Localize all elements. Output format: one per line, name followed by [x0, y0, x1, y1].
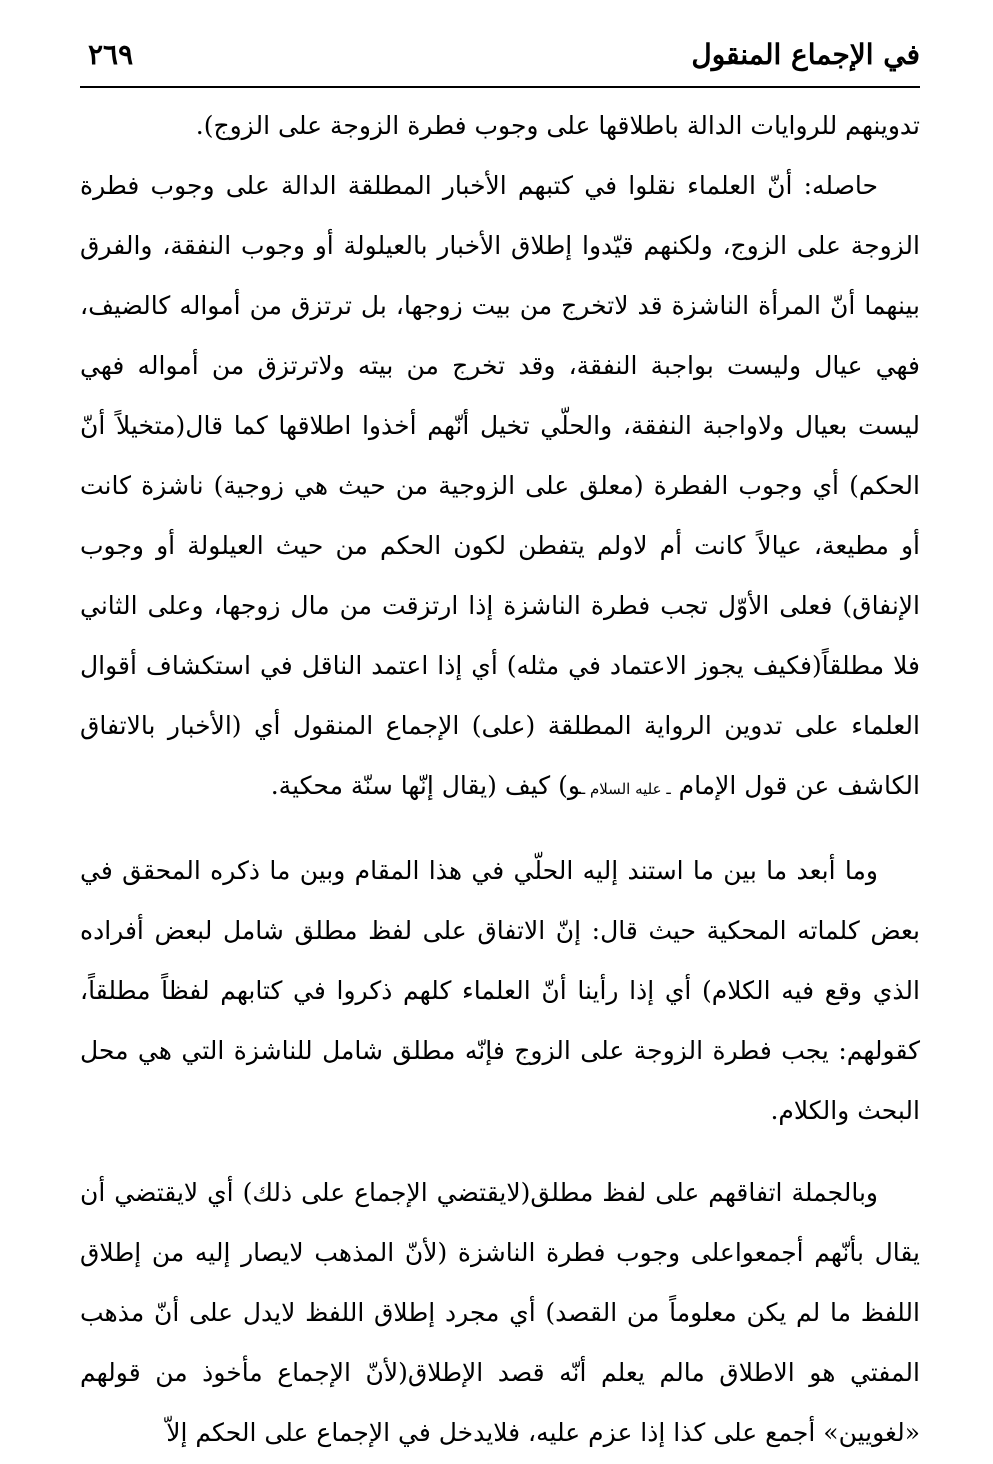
- paragraph-muhaqqiq: وما أبعد ما بين ما استند إليه الحلّي في هذا المقام وبين ما ذكره المحقق في بعض كلماته المحكية حيث قال: إنّ الاتفاق على لفظ مطلق شامل لبعض أفراده الذي وقع فيه الكلام) أي إذا رأينا أنّ العلماء كلهم ذكروا في كتابهم لفظاً مطلقاً، كقولهم: يجب فطرة الزوجة على الزوج فإنّه مطلق شامل للناشزة التي هي محل البحث والكلام.: [80, 856, 920, 1125]
- body-text: [80, 96, 920, 1463]
- paragraph-explanation-end: و) كيف (يقال إنّها سنّة محكية.: [270, 771, 581, 800]
- paragraph-summary: وبالجملة اتفاقهم على لفظ مطلق(لايقتضي الإجماع على ذلك) أي لايقتضي أن يقال بأنّهم أجمعواعلى وجوب فطرة الناشزة (لأنّ المذهب لايصار إليه من إطلاق اللفظ ما لم يكن معلوماً من القصد) أي مجرد إطلاق اللفظ لايدل على أنّ مذهب المفتي هو الاطلاق مالم يعلم أنّه قصد الإطلاق(لأنّ الإجماع مأخوذ من قولهم «لغويين» أجمع على كذا إذا عزم عليه، فلايدخل في الإجماع على الحكم إلاّ: [80, 1178, 920, 1447]
- paragraph-explanation-text: حاصله: أنّ العلماء نقلوا في كتبهم الأخبار المطلقة الدالة على وجوب فطرة الزوجة على الزوج، ولكنهم قيّدوا إطلاق الأخبار بالعيلولة أو وجوب النفقة، والفرق بينهما أنّ المرأة الناشزة قد لاتخرج من بيت زوجها، بل ترتزق من أمواله كالضيف، فهي عيال وليست بواجبة النفقة، وقد تخرج من بيته ولاترتزق من أمواله فهي ليست بعيال ولاواجبة النفقة، والحلّي تخيل أنّهم أخذوا اطلاقها كما قال(متخيلاً أنّ الحكم) أي وجوب الفطرة (معلق على الزوجية من حيث هي زوجية) ناشزة كانت أو مطيعة، عيالاً كانت أم لاولم يتفطن لكون الحكم من حيث العيلولة أو وجوب الإنفاق) فعلى الأوّل تجب فطرة الناشزة إذا ارتزقت من مال زوجها، وعلى الثاني فلا مطلقاً(فكيف يجوز الاعتماد في مثله) أي إذا اعتمد الناقل في استكشاف أقوال العلماء على تدوين الرواية المطلقة (على) الإجماع المنقول أي (الأخبار بالاتفاق الكاشف عن قول الإمام: [80, 171, 921, 800]
- paragraph-explanation: [80, 156, 920, 819]
- page-number: ٢٦٩: [88, 38, 134, 71]
- paragraph-continuation: تدوينهم للروايات الدالة باطلاقها على وجوب فطرة الزوجة على الزوج).: [195, 111, 920, 140]
- header-divider: [80, 86, 920, 88]
- running-title: في الإجماع المنقول: [691, 38, 920, 71]
- honorific-note: ـ عليه السلام ـ: [580, 780, 671, 798]
- page-header: [80, 30, 920, 86]
